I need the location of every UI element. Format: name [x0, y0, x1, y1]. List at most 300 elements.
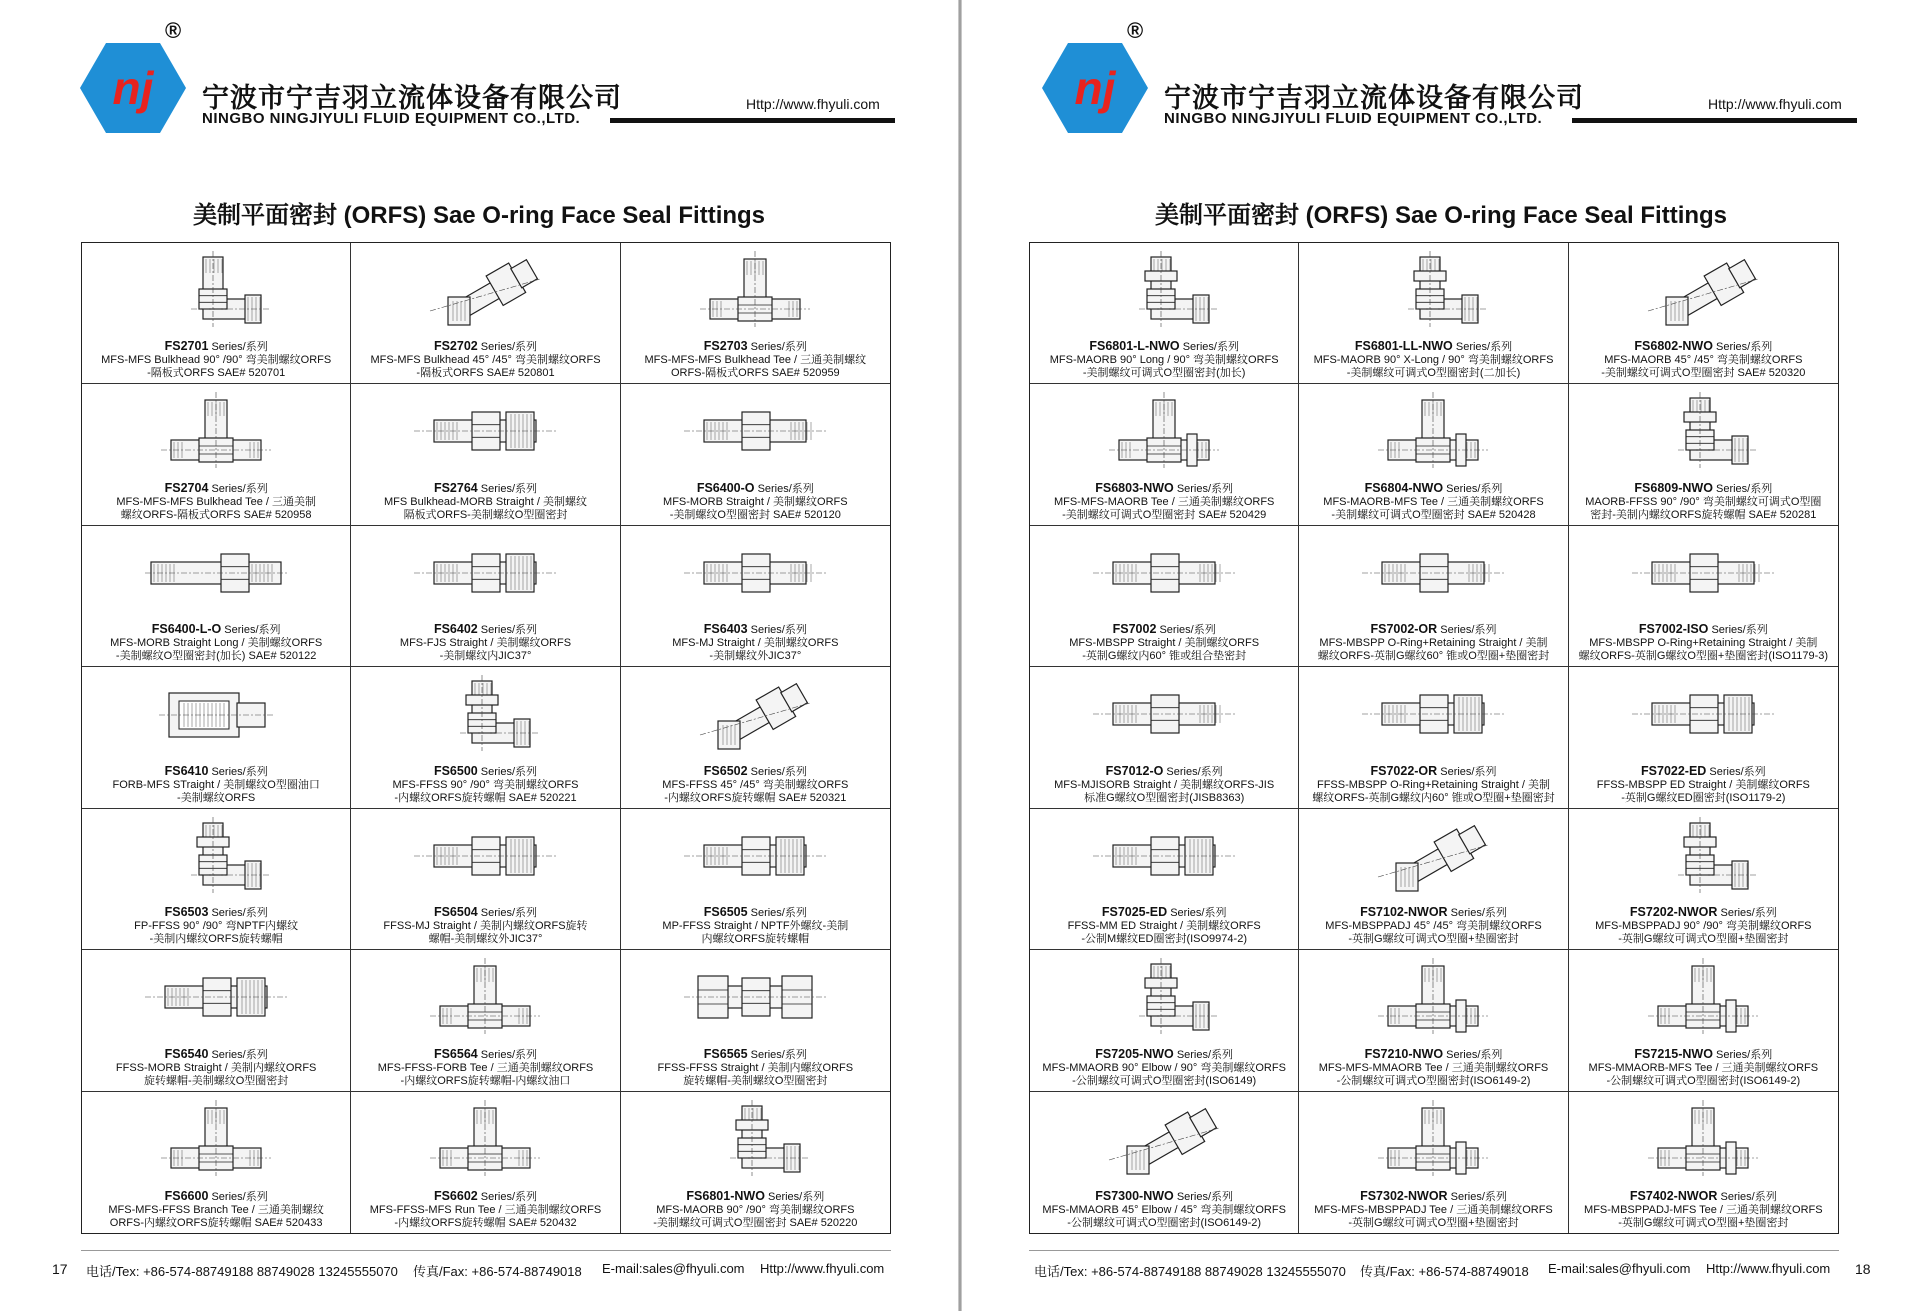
product-series-label: Series/系列 — [480, 1048, 538, 1061]
product-caption — [1571, 765, 1836, 805]
product-caption — [623, 482, 888, 522]
product-description-line: -英制G螺纹内60° 锥或组合垫密封 — [1082, 650, 1247, 663]
header-url[interactable]: Http://www.fhyuli.com — [1708, 96, 1842, 112]
product-series-label: Series/系列 — [1159, 624, 1216, 637]
product-series-label: Series/系列 — [767, 1191, 825, 1203]
product-cell — [621, 950, 890, 1091]
straight-adapter-icon — [1089, 532, 1239, 612]
product-caption — [1571, 623, 1836, 663]
product-series-label: Series/系列 — [224, 624, 281, 637]
product-title-line — [1571, 623, 1836, 637]
footer-tel: 电话/Tex: +86-574-88749188 88749028 13245555070 — [86, 1264, 398, 1279]
product-description-line: 螺纹ORFS-隔板式ORFS SAE# 520958 — [120, 508, 312, 521]
page-number: 18 — [1855, 1261, 1871, 1277]
product-series-label: Series/系列 — [211, 1191, 268, 1203]
swivel-elbow-90-icon — [141, 815, 291, 895]
bulkhead-run-tee-icon — [141, 390, 291, 470]
product-title-line — [353, 906, 617, 920]
product-title-line — [353, 1190, 617, 1204]
product-description-line: -美制螺纹O型圈密封(加长) SAE# 520122 — [115, 650, 317, 663]
product-code: FS6505 — [703, 906, 748, 920]
product-code: FS6801-L-NWO — [1089, 340, 1180, 354]
product-description-line: MFS-MAORB-MFS Tee / 三通美制螺纹ORFS — [1323, 495, 1544, 508]
product-description-line: -隔板式ORFS SAE# 520801 — [416, 367, 555, 380]
product-caption — [353, 482, 617, 522]
product-series-label: Series/系列 — [1709, 765, 1766, 778]
product-series-label: Series/系列 — [480, 341, 538, 354]
product-code: FS2703 — [703, 340, 748, 354]
product-cell — [1569, 950, 1838, 1091]
product-cell — [82, 384, 351, 525]
product-series-label: Series/系列 — [750, 624, 807, 637]
logo-text: nj — [112, 62, 154, 114]
product-description-line: ORFS-内螺纹ORFS旋转螺帽 SAE# 520433 — [109, 1217, 323, 1229]
product-code: FS7300-NWO — [1095, 1190, 1174, 1203]
product-description-line: -内螺纹ORFS旋转螺帽 SAE# 520221 — [394, 791, 577, 804]
straight-adapter-icon — [1358, 532, 1508, 612]
product-code: FS6400-O — [696, 481, 755, 495]
product-code: FS6804-NWO — [1364, 481, 1444, 495]
product-series-label: Series/系列 — [1450, 907, 1507, 920]
registered-mark: ® — [165, 18, 182, 43]
product-series-label: Series/系列 — [1182, 341, 1239, 354]
product-caption — [1571, 1190, 1836, 1230]
product-description-line: MFS-MJ Straight / 美制螺纹ORFS — [672, 637, 839, 650]
product-description-line: MFS-MBSPP O-Ring+Retaining Straight / 美制 — [1319, 637, 1548, 650]
product-description-line: -英制G螺纹可调式O型圈+垫圈密封 — [1348, 933, 1519, 946]
product-description-line: MFS Bulkhead-MORB Straight / 美制螺纹 — [384, 495, 587, 508]
product-title-line — [1301, 1190, 1565, 1204]
swivel-straight-icon — [410, 815, 560, 895]
product-code: FS2701 — [164, 340, 209, 354]
product-description-line: MFS-FFSS-FORB Tee / 三通美制螺纹ORFS — [377, 1061, 594, 1074]
product-caption — [353, 1048, 617, 1088]
product-title-line — [1032, 623, 1296, 637]
product-description-line: -公制螺纹可调式O型圈密封(ISO6149-2) — [1606, 1074, 1801, 1087]
product-code: FS2704 — [164, 481, 209, 495]
product-code: FS6602 — [433, 1190, 478, 1203]
product-cell — [1030, 667, 1299, 808]
bulkhead-straight-icon — [410, 390, 560, 470]
product-description-line: FFSS-FFSS Straight / 美制内螺纹ORFS — [657, 1061, 854, 1074]
product-code: FS6564 — [433, 1047, 478, 1061]
product-caption — [1032, 623, 1296, 663]
logo-text: nj — [1074, 62, 1116, 114]
product-description-line: -美制螺纹外JIC37° — [709, 650, 802, 663]
product-title-line — [1032, 906, 1296, 920]
product-caption — [84, 482, 348, 522]
product-description-line: MFS-MAORB 90° Long / 90° 弯美制螺纹ORFS — [1049, 354, 1279, 367]
product-cell — [1299, 243, 1568, 384]
header-url[interactable]: Http://www.fhyuli.com — [746, 96, 880, 112]
product-series-label: Series/系列 — [1450, 1191, 1507, 1203]
product-description-line: FFSS-MBSPP ED Straight / 美制螺纹ORFS — [1596, 778, 1810, 791]
product-code: FS6801-LL-NWO — [1354, 340, 1453, 354]
product-caption — [1301, 340, 1565, 380]
product-cell — [1299, 809, 1568, 950]
straight-adapter-icon — [1089, 673, 1239, 753]
product-description-line: MFS-MJISORB Straight / 美制螺纹ORFS-JIS — [1054, 778, 1275, 791]
product-description-line: -公制螺纹可调式O型圈密封(ISO6149) — [1072, 1074, 1257, 1087]
product-description-line: -英制G螺纹可调式O型圈+垫圈密封 — [1348, 1217, 1519, 1229]
company-logo-icon — [78, 38, 188, 138]
product-cell — [82, 809, 351, 950]
product-description-line: -英制G螺纹可调式O型圈+垫圈密封 — [1618, 933, 1789, 946]
product-code: FS7025-ED — [1101, 906, 1168, 920]
female-port-adapter-icon — [141, 673, 291, 753]
product-description-line: FFSS-MBSPP O-Ring+Retaining Straight / 美制 — [1316, 778, 1550, 791]
product-description-line: MFS-MORB Straight / 美制螺纹ORFS — [663, 495, 848, 508]
product-caption — [353, 1190, 617, 1230]
company-name-en: NINGBO NINGJIYULI FLUID EQUIPMENT CO.,LTD. — [202, 110, 581, 127]
product-caption — [1301, 765, 1565, 805]
product-series-label: Series/系列 — [1715, 341, 1773, 354]
product-caption — [1032, 765, 1296, 805]
product-description-line: MFS-MORB Straight Long / 美制螺纹ORFS — [110, 637, 323, 650]
product-cell — [1569, 243, 1838, 384]
product-title-line — [1571, 1190, 1836, 1204]
product-title-line — [353, 482, 617, 496]
product-caption — [623, 1190, 888, 1230]
product-title-line — [1301, 1048, 1565, 1062]
product-code: FS7210-NWO — [1364, 1047, 1444, 1061]
product-description-line: MFS-MBSPP Straight / 美制螺纹ORFS — [1069, 637, 1260, 650]
product-description-line: FFSS-MORB Straight / 美制内螺纹ORFS — [115, 1061, 317, 1074]
adjustable-elbow-90-icon — [1089, 956, 1239, 1036]
footer-tel: 电话/Tex: +86-574-88749188 88749028 13245555070 — [1034, 1264, 1346, 1279]
product-series-label: Series/系列 — [1446, 1048, 1503, 1061]
product-cell — [1030, 243, 1299, 384]
footer-url[interactable]: Http://www.fhyuli.com — [1706, 1261, 1831, 1276]
product-cell — [351, 526, 620, 667]
adjustable-swivel-elbow-icon — [1628, 390, 1778, 470]
section-title: 美制平面密封 (ORFS) Sae O-ring Face Seal Fittings — [1154, 202, 1728, 229]
swivel-straight-icon — [141, 956, 291, 1036]
product-description-line: -英制G螺纹可调式O型圈+垫圈密封 — [1618, 1217, 1789, 1229]
product-cell — [351, 1092, 620, 1233]
product-caption — [1571, 340, 1836, 380]
product-title-line — [1571, 765, 1836, 779]
product-cell — [1569, 809, 1838, 950]
product-cell — [351, 384, 620, 525]
product-series-label: Series/系列 — [211, 1048, 268, 1061]
product-code: FS6402 — [433, 623, 478, 637]
product-title-line — [84, 1048, 348, 1062]
product-title-line — [1032, 1190, 1296, 1204]
company-logo-icon — [1040, 38, 1150, 138]
product-code: FS7002-OR — [1370, 623, 1438, 637]
page-number: 17 — [52, 1261, 68, 1277]
product-title-line — [84, 623, 348, 637]
left-page — [0, 0, 958, 1311]
product-title-line — [1301, 482, 1565, 496]
product-description-line: FFSS-MM ED Straight / 美制螺纹ORFS — [1067, 920, 1261, 933]
swivel-straight-icon — [410, 532, 560, 612]
product-description-line: MFS-MFS-MAORB Tee / 三通美制螺纹ORFS — [1053, 495, 1275, 508]
bulkhead-elbow-90-icon — [141, 249, 291, 329]
product-series-label: Series/系列 — [211, 765, 268, 778]
product-cell — [621, 809, 890, 950]
adjustable-run-tee-icon — [1628, 1098, 1778, 1178]
product-description-line: FORB-MFS STraight / 美制螺纹O型圈油口 — [112, 778, 320, 791]
product-title-line — [1301, 623, 1565, 637]
product-title-line — [84, 765, 348, 779]
product-cell — [351, 950, 620, 1091]
product-caption — [1571, 482, 1836, 522]
product-code: FS7002 — [1112, 623, 1157, 637]
product-description-line: -内螺纹ORFS旋转螺帽 SAE# 520321 — [664, 791, 847, 804]
header-rule — [610, 118, 895, 123]
product-description-line: MFS-MBSPP O-Ring+Retaining Straight / 美制 — [1589, 637, 1818, 650]
product-description-line: MFS-FFSS 90° /90° 弯美制螺纹ORFS — [392, 778, 579, 791]
product-cell — [1030, 809, 1299, 950]
adjustable-branch-tee-icon — [1089, 390, 1239, 470]
product-description-line: MFS-MFS Bulkhead 45° /45° 弯美制螺纹ORFS — [370, 354, 601, 367]
product-description-line: -公制M螺纹ED圈密封(ISO9974-2) — [1081, 933, 1247, 946]
product-description-line: 标准G螺纹O型圈密封(JISB8363) — [1084, 791, 1245, 804]
product-title-line — [84, 1190, 348, 1204]
product-caption — [1301, 906, 1565, 946]
product-series-label: Series/系列 — [1176, 482, 1234, 495]
product-description-line: MFS-FJS Straight / 美制螺纹ORFS — [399, 637, 572, 650]
product-cell — [621, 526, 890, 667]
product-cell — [82, 950, 351, 1091]
product-code: FS7205-NWO — [1095, 1047, 1174, 1061]
long-straight-adapter-icon — [141, 532, 291, 612]
product-caption — [623, 906, 888, 946]
product-code: FS6504 — [433, 906, 478, 920]
registered-mark: ® — [1127, 18, 1144, 43]
product-title-line — [84, 482, 348, 496]
product-series-label: Series/系列 — [1166, 765, 1223, 778]
product-cell — [1569, 1092, 1838, 1233]
product-series-label: Series/系列 — [1711, 624, 1768, 637]
product-series-label: Series/系列 — [750, 1048, 807, 1061]
product-description-line: -美制螺纹ORFS — [177, 791, 256, 804]
product-description-line: -隔板式ORFS SAE# 520701 — [147, 367, 286, 380]
product-title-line — [1032, 482, 1296, 496]
product-caption — [353, 623, 617, 663]
product-caption — [84, 623, 348, 663]
product-title-line — [353, 623, 617, 637]
product-code: FS7102-NWOR — [1360, 906, 1448, 920]
product-code: FS7022-ED — [1641, 764, 1707, 778]
product-title-line — [1032, 340, 1296, 354]
product-title-line — [623, 623, 888, 637]
product-series-label: Series/系列 — [211, 482, 268, 495]
product-title-line — [1032, 1048, 1296, 1062]
branch-tee-icon — [141, 1098, 291, 1178]
product-series-label: Series/系列 — [750, 765, 807, 778]
product-title-line — [353, 1048, 617, 1062]
product-description-line: -美制螺纹可调式O型圈密封(加长) — [1082, 367, 1246, 380]
section-title: 美制平面密封 (ORFS) Sae O-ring Face Seal Fittings — [192, 202, 766, 229]
product-caption — [623, 765, 888, 805]
product-series-label: Series/系列 — [1440, 624, 1497, 637]
product-description-line: -美制螺纹可调式O型圈密封 SAE# 520428 — [1331, 508, 1536, 521]
product-description-line: MFS-MAORB 90° /90° 弯美制螺纹ORFS — [656, 1204, 855, 1216]
product-description-line: MFS-MMAORB 45° Elbow / 45° 弯美制螺纹ORFS — [1042, 1204, 1286, 1216]
product-caption — [1571, 1048, 1836, 1088]
product-grid-right — [1029, 242, 1839, 1234]
product-title-line — [1571, 340, 1836, 354]
product-code: FS6410 — [164, 764, 209, 778]
product-title-line — [1571, 906, 1836, 920]
product-description-line: 螺纹ORFS-英制G螺纹内60° 锥或O型圈+垫圈密封 — [1312, 791, 1555, 804]
product-caption — [353, 340, 617, 380]
product-cell — [1030, 384, 1299, 525]
product-caption — [1301, 1190, 1565, 1230]
product-caption — [84, 1190, 348, 1230]
product-description-line: 内螺纹ORFS旋转螺帽 — [701, 933, 810, 946]
product-series-label: Series/系列 — [480, 624, 538, 637]
product-title-line — [353, 765, 617, 779]
bulkhead-tee-icon — [680, 249, 830, 329]
product-description-line: MFS-MBSPPADJ-MFS Tee / 三通美制螺纹ORFS — [1584, 1204, 1823, 1216]
product-code: FS6540 — [164, 1047, 209, 1061]
product-description-line: MFS-FFSS 45° /45° 弯美制螺纹ORFS — [662, 778, 849, 791]
product-series-label: Series/系列 — [211, 907, 268, 920]
product-series-label: Series/系列 — [480, 765, 538, 778]
product-cell — [1299, 950, 1568, 1091]
product-series-label: Series/系列 — [1176, 1048, 1234, 1061]
run-tee-icon — [410, 956, 560, 1036]
product-code: FS6600 — [164, 1190, 209, 1203]
adjustable-elbow-90-xlong-icon — [1358, 249, 1508, 329]
straight-adapter-icon — [680, 532, 830, 612]
product-series-label: Series/系列 — [757, 482, 814, 495]
product-cell — [1299, 384, 1568, 525]
adjustable-elbow-45-icon — [1358, 815, 1508, 895]
adjustable-branch-tee-icon — [1628, 956, 1778, 1036]
product-caption — [1301, 1048, 1565, 1088]
product-code: FS6503 — [164, 906, 209, 920]
adjustable-branch-tee-icon — [1358, 956, 1508, 1036]
product-cell — [1569, 526, 1838, 667]
company-name-cn: 宁波市宁吉羽立流体设备有限公司 — [202, 83, 622, 113]
product-series-label: Series/系列 — [750, 907, 807, 920]
product-caption — [1032, 1190, 1296, 1230]
product-cell — [621, 384, 890, 525]
product-cell — [1569, 384, 1838, 525]
product-series-label: Series/系列 — [1170, 907, 1227, 920]
product-description-line: -内螺纹ORFS旋转螺帽 SAE# 520432 — [394, 1217, 577, 1229]
product-code: FS6803-NWO — [1095, 481, 1174, 495]
product-title-line — [1571, 1048, 1836, 1062]
product-code: FS7022-OR — [1370, 764, 1438, 778]
footer-url[interactable]: Http://www.fhyuli.com — [760, 1261, 885, 1276]
footer-rule — [81, 1250, 891, 1251]
product-description-line: -美制内螺纹ORFS旋转螺帽 — [149, 933, 283, 946]
product-title-line — [623, 482, 888, 496]
product-description-line: MFS-MMAORB 90° Elbow / 90° 弯美制螺纹ORFS — [1042, 1061, 1286, 1074]
adjustable-elbow-90-icon — [1628, 815, 1778, 895]
product-description-line: 旋转螺帽-美制螺纹O型圈密封 — [144, 1074, 289, 1087]
product-cell — [621, 1092, 890, 1233]
product-title-line — [1301, 906, 1565, 920]
product-code: FS6809-NWO — [1634, 481, 1713, 495]
product-description-line: MP-FFSS Straight / NPTF外螺纹-美制 — [662, 920, 849, 933]
product-cell — [621, 243, 890, 384]
product-description-line: MFS-MBSPPADJ 45° /45° 弯美制螺纹ORFS — [1325, 920, 1542, 933]
product-code: FS6802-NWO — [1634, 340, 1713, 354]
adjustable-elbow-90-icon — [680, 1098, 830, 1178]
product-title-line — [1571, 482, 1836, 496]
adjustable-elbow-45-icon — [1089, 1098, 1239, 1178]
product-title-line — [623, 906, 888, 920]
swivel-straight-icon — [680, 815, 830, 895]
product-series-label: Series/系列 — [1176, 1191, 1234, 1203]
product-description-line: ORFS-隔板式ORFS SAE# 520959 — [670, 367, 840, 380]
product-series-label: Series/系列 — [1720, 1191, 1777, 1203]
adjustable-elbow-90-long-icon — [1089, 249, 1239, 329]
product-description-line: FFSS-MJ Straight / 美制内螺纹ORFS旋转 — [383, 920, 588, 933]
product-caption — [84, 340, 348, 380]
product-description-line: 旋转螺帽-美制螺纹O型圈密封 — [683, 1074, 828, 1087]
product-title-line — [1301, 765, 1565, 779]
product-series-label: Series/系列 — [1446, 482, 1503, 495]
product-description-line: MFS-MFS-MFS Bulkhead Tee / 三通美制 — [116, 495, 316, 508]
company-name-cn: 宁波市宁吉羽立流体设备有限公司 — [1164, 83, 1584, 113]
adjustable-run-tee-icon — [1358, 390, 1508, 470]
straight-adapter-icon — [680, 390, 830, 470]
product-description-line: -美制螺纹可调式O型圈密封 SAE# 520320 — [1601, 367, 1806, 380]
product-cell — [1299, 667, 1568, 808]
product-grid-left — [81, 242, 891, 1234]
product-description-line: 螺帽-美制螺纹外JIC37° — [428, 933, 543, 946]
product-description-line: MFS-MFS-MFS Bulkhead Tee / 三通美制螺纹 — [644, 354, 867, 367]
product-series-label: Series/系列 — [480, 907, 538, 920]
footer-fax: 传真/Fax: +86-574-88749018 — [1360, 1264, 1529, 1279]
product-description-line: MFS-MFS-FFSS Branch Tee / 三通美制螺纹 — [108, 1204, 324, 1216]
product-caption — [84, 765, 348, 805]
footer-email[interactable]: E-mail:sales@fhyuli.com — [1548, 1261, 1691, 1276]
product-code: FS6400-L-O — [151, 623, 222, 637]
product-description-line: MAORB-FFSS 90° /90° 弯美制螺纹可调式O型圈 — [1585, 495, 1822, 508]
product-description-line: 螺纹ORFS-英制G螺纹O型圈+垫圈密封(ISO1179-3) — [1578, 650, 1829, 663]
product-series-label: Series/系列 — [480, 1191, 538, 1203]
footer-email[interactable]: E-mail:sales@fhyuli.com — [602, 1261, 745, 1276]
product-caption — [1301, 482, 1565, 522]
product-caption — [623, 1048, 888, 1088]
product-caption — [623, 623, 888, 663]
product-title-line — [353, 340, 617, 354]
product-title-line — [1301, 340, 1565, 354]
product-cell — [621, 667, 890, 808]
product-cell — [351, 809, 620, 950]
product-title-line — [623, 1190, 888, 1204]
product-description-line: MFS-MMAORB-MFS Tee / 三通美制螺纹ORFS — [1588, 1061, 1819, 1074]
product-description-line: MFS-MAORB 90° X-Long / 90° 弯美制螺纹ORFS — [1313, 354, 1554, 367]
product-description-line: -公制螺纹可调式O型圈密封(ISO6149-2) — [1336, 1074, 1531, 1087]
product-cell — [1299, 526, 1568, 667]
swivel-straight-icon — [1358, 673, 1508, 753]
product-code: FS7215-NWO — [1634, 1047, 1713, 1061]
product-cell — [1030, 526, 1299, 667]
product-series-label: Series/系列 — [211, 341, 268, 354]
product-caption — [1571, 906, 1836, 946]
product-series-label: Series/系列 — [1715, 1048, 1773, 1061]
product-code: FS6500 — [433, 764, 478, 778]
product-caption — [623, 340, 888, 380]
swivel-straight-icon — [1089, 815, 1239, 895]
product-description-line: -美制螺纹O型圈密封 SAE# 520120 — [669, 508, 841, 521]
product-description-line: -美制螺纹内JIC37° — [439, 650, 532, 663]
product-code: FS6403 — [703, 623, 748, 637]
product-code: FS6801-NWO — [686, 1190, 765, 1203]
right-page — [962, 0, 1920, 1311]
product-title-line — [623, 765, 888, 779]
